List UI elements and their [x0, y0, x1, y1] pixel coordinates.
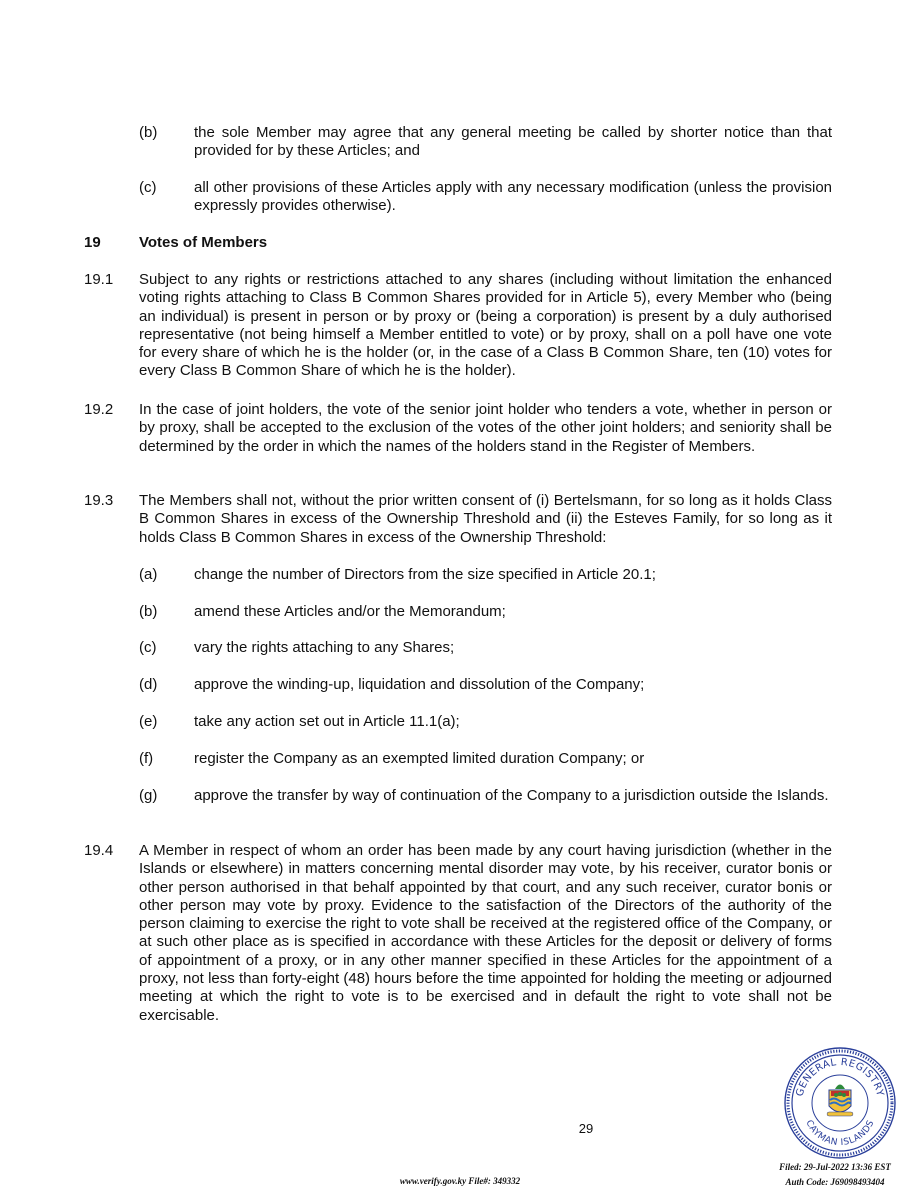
list-item-text: approve the winding-up, liquidation and dissolution of the Company;: [194, 676, 645, 693]
list-item-text: approve the transfer by way of continuation of the Company to a jurisdiction outside the Islands.: [194, 787, 829, 804]
article-text: The Members shall not, without the prior written consent of (i) Bertelsmann, for so long as it holds Class B Common Shares in excess of the Ownership Threshold and (ii) the Esteves Family, for so long as it holds Class B Common Shares in excess of the Ownership Threshold:: [139, 492, 832, 546]
article-number: 19.3: [84, 492, 114, 509]
footer-filed: Filed: 29-Jul-2022 13:36 EST: [779, 1162, 891, 1172]
article-text: A Member in respect of whom an order has been made by any court having jurisdiction (whether in the Islands or elsewhere) in matters concerning mental disorder may vote, by his receiver, curator bonis or other person authorised in that behalf appointed by that court, and any such receiver, curator bonis or other person may vote by proxy. Evidence to the satisfaction of the Directors of the authority of the person claiming to exercise the right to vote shall be received at the registered office of the Company, or at such other place as is specified in accordance with these Articles for the deposit or delivery of forms of appointment of a proxy, or in any other manner specified in these Articles for the appointment of a proxy, not less than forty-eight (48) hours before the time appointed for holding the meeting or adjourned meeting at which the right to vote is to be exercised and in default the right to vote shall not be exercisable.: [139, 842, 832, 1024]
list-item-label: (d): [139, 676, 158, 693]
list-item-label: (f): [139, 750, 154, 767]
registry-seal-icon: [783, 1046, 897, 1160]
clause-label: (b): [139, 124, 158, 141]
list-item-label: (b): [139, 603, 158, 620]
list-item-label: (g): [139, 787, 158, 804]
page-number: 29: [578, 1121, 594, 1136]
list-item-text: vary the rights attaching to any Shares;: [194, 639, 455, 656]
article-number: 19.2: [84, 401, 114, 418]
clause-label: (c): [139, 179, 157, 196]
clause-text: the sole Member may agree that any general meeting be called by shorter notice than that provided for by these Articles; and: [194, 124, 832, 160]
article-text: In the case of joint holders, the vote of the senior joint holder who tenders a vote, whether in person or by proxy, shall be accepted to the exclusion of the votes of the other joint holders; and seniority shall be determined by the order in which the names of the holders stand in the Register of Members.: [139, 401, 832, 455]
list-item-label: (a): [139, 566, 158, 583]
footer-verify: www.verify.gov.ky File#: 349332: [399, 1176, 521, 1186]
clause-text: all other provisions of these Articles apply with any necessary modification (unless the provision expressly provides otherwise).: [194, 179, 832, 215]
article-number: 19.1: [84, 271, 114, 288]
seal-bottom-text: CAYMAN ISLANDS: [803, 1118, 877, 1149]
article-number: 19.4: [84, 842, 114, 859]
list-item-text: amend these Articles and/or the Memorandum;: [194, 603, 506, 620]
section-title: Votes of Members: [139, 234, 268, 251]
footer-auth-code: Auth Code: J69098493404: [785, 1177, 885, 1187]
article-text: Subject to any rights or restrictions attached to any shares (including without limitation the enhanced voting rights attaching to Class B Common Shares provided for in Article 5), every Member who (being an individual) is present in person or by proxy or (being a corporation) is present by a duly authorised representative (not being himself a Member entitled to vote) or by proxy, shall on a poll have one vote for every share of which he is the holder (or, in the case of a Class B Common Share, ten (10) votes for every Class B Common Share of which he is the holder).: [139, 271, 832, 380]
list-item-text: take any action set out in Article 11.1(a);: [194, 713, 460, 730]
list-item-text: register the Company as an exempted limited duration Company; or: [194, 750, 645, 767]
list-item-text: change the number of Directors from the size specified in Article 20.1;: [194, 566, 656, 583]
section-number: 19: [84, 234, 101, 251]
seal-top-text: GENERAL REGISTRY: [794, 1056, 886, 1098]
list-item-label: (c): [139, 639, 157, 656]
list-item-label: (e): [139, 713, 158, 730]
